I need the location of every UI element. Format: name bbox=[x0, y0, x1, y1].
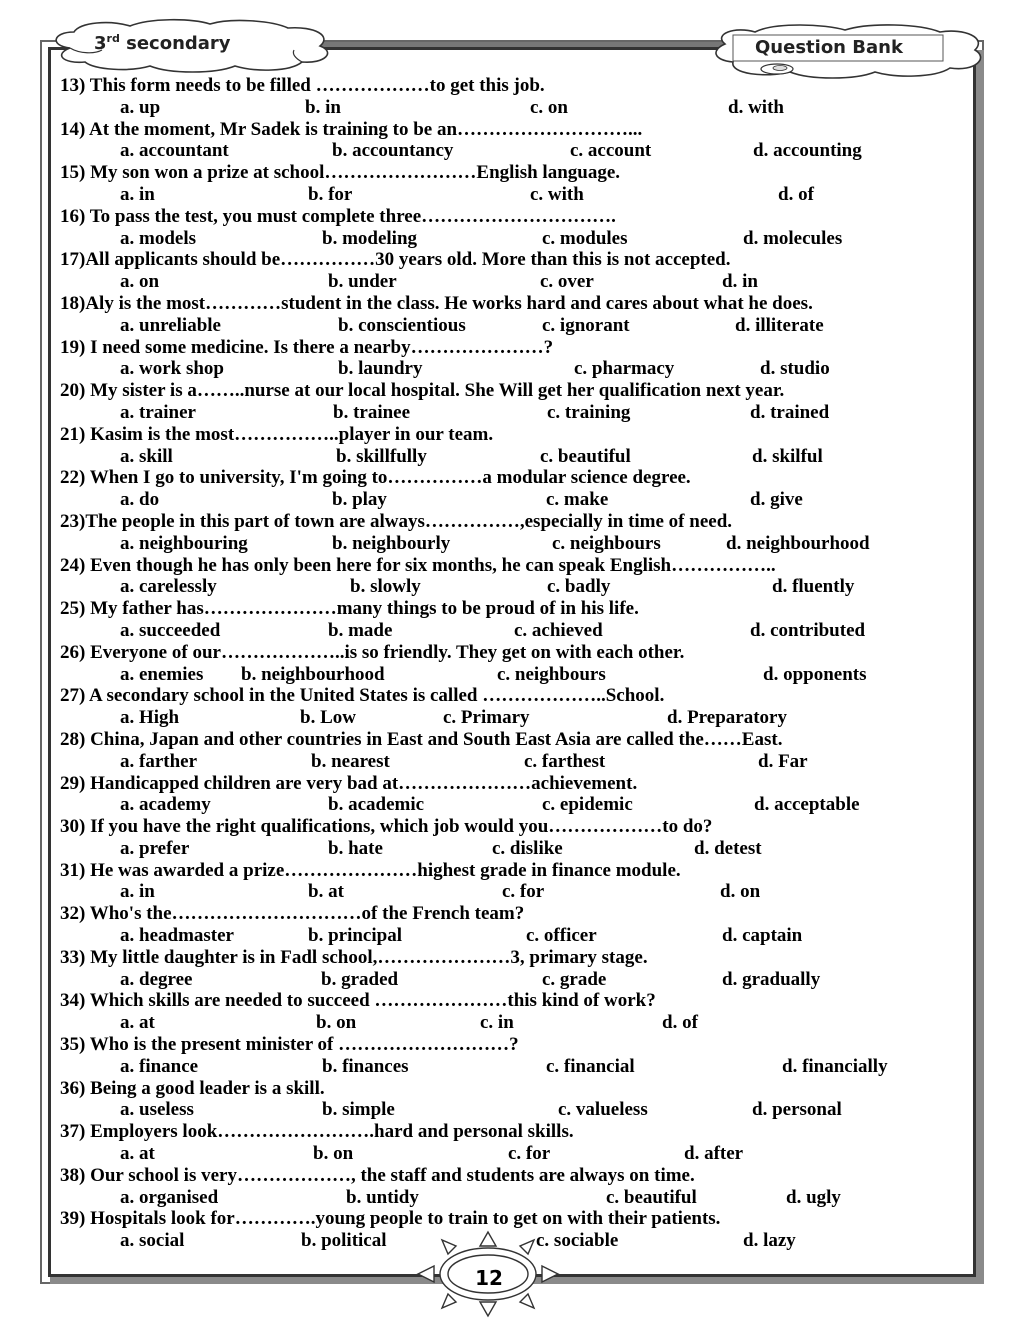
question-stem: 36) Being a good leader is a skill. bbox=[60, 1077, 325, 1099]
question-stem: 30) If you have the right qualifications, which job would you………………to do? bbox=[60, 816, 713, 838]
question-stem: 35) Who is the present minister of ………………………? bbox=[60, 1034, 519, 1056]
answer-options bbox=[60, 228, 970, 250]
answer-option-d[interactable]: d. contributed bbox=[750, 619, 866, 641]
answer-options bbox=[60, 1187, 970, 1209]
answer-options bbox=[60, 1143, 970, 1165]
answer-option-b[interactable]: b. nearest bbox=[311, 750, 390, 772]
answer-option-b[interactable]: b. under bbox=[328, 271, 397, 293]
answer-option-b[interactable]: b. finances bbox=[322, 1055, 409, 1077]
answer-option-d[interactable]: d. of bbox=[662, 1012, 698, 1034]
answer-options bbox=[60, 881, 970, 903]
question-stem: 26) Everyone of our………………..is so friendly. They get on with each other. bbox=[60, 641, 685, 663]
answer-option-d[interactable]: d. accounting bbox=[753, 140, 862, 162]
question-stem: 39) Hospitals look for………….young people to train to get on with their patients. bbox=[60, 1208, 721, 1230]
answer-options bbox=[60, 707, 970, 729]
answer-option-d[interactable]: d. after bbox=[684, 1143, 744, 1165]
answer-options bbox=[60, 576, 970, 598]
answer-option-b[interactable]: b. academic bbox=[328, 794, 425, 816]
answer-option-a[interactable]: a. farther bbox=[120, 750, 198, 772]
answer-option-a[interactable]: a. organised bbox=[120, 1186, 219, 1208]
answer-option-c[interactable]: c. farthest bbox=[524, 750, 606, 772]
answer-option-c[interactable]: c. valueless bbox=[558, 1099, 648, 1121]
question-stem: 33) My little daughter is in Fadl school,…………………3, primary stage. bbox=[60, 946, 648, 968]
answer-option-b[interactable]: b. accountancy bbox=[332, 140, 454, 162]
answer-option-d[interactable]: d. give bbox=[750, 489, 803, 511]
answer-option-b[interactable]: b. on bbox=[313, 1143, 354, 1165]
answer-option-a[interactable]: a. work shop bbox=[120, 358, 224, 380]
answer-options bbox=[60, 664, 970, 686]
answer-option-a[interactable]: a. at bbox=[120, 1012, 155, 1034]
question-stem: 32) Who's the…………………………of the French team? bbox=[60, 903, 525, 925]
grade-label: 3rd secondary bbox=[94, 32, 231, 54]
answer-option-c[interactable]: c. over bbox=[540, 271, 594, 293]
answer-options bbox=[60, 969, 970, 991]
answer-options bbox=[60, 794, 970, 816]
answer-options bbox=[60, 1099, 970, 1121]
answer-option-d[interactable]: d. captain bbox=[722, 925, 803, 947]
answer-option-c[interactable]: c. beautiful bbox=[606, 1186, 697, 1208]
answer-option-c[interactable]: c. epidemic bbox=[542, 794, 633, 816]
answer-option-a[interactable]: a. finance bbox=[120, 1055, 199, 1077]
answer-option-a[interactable]: a. up bbox=[120, 96, 161, 118]
answer-option-c[interactable]: c. make bbox=[546, 489, 609, 511]
answer-options bbox=[60, 620, 970, 642]
answer-option-a[interactable]: a. models bbox=[120, 227, 196, 249]
answer-option-a[interactable]: a. enemies bbox=[120, 663, 204, 685]
answer-option-d[interactable]: d. illiterate bbox=[735, 314, 824, 336]
answer-option-d[interactable]: d. studio bbox=[760, 358, 830, 380]
page-number: 12 bbox=[475, 1266, 503, 1290]
question-list bbox=[60, 75, 970, 1252]
answer-options bbox=[60, 358, 970, 380]
question-stem: 19) I need some medicine. Is there a nearby…………………? bbox=[60, 336, 554, 358]
answer-option-c[interactable]: c. ignorant bbox=[542, 314, 630, 336]
answer-option-a[interactable]: a. do bbox=[120, 489, 160, 511]
question-stem: 22) When I go to university, I'm going to……………a modular science degree. bbox=[60, 467, 691, 489]
answer-options bbox=[60, 315, 970, 337]
answer-option-b[interactable]: b. Low bbox=[300, 707, 356, 729]
question-stem: 25) My father has…………………many things to be proud of in his life. bbox=[60, 598, 639, 620]
answer-option-c[interactable]: c. achieved bbox=[514, 619, 603, 641]
answer-option-c[interactable]: c. officer bbox=[526, 925, 597, 947]
question-stem: 37) Employers look…………………….hard and personal skills. bbox=[60, 1121, 574, 1143]
answer-option-a[interactable]: a. in bbox=[120, 881, 155, 903]
answer-option-c[interactable]: c. grade bbox=[542, 968, 607, 990]
answer-option-b[interactable]: b. graded bbox=[321, 968, 399, 990]
answer-option-b[interactable]: b. skillfully bbox=[336, 445, 427, 467]
answer-option-a[interactable]: a. carelessly bbox=[120, 576, 217, 598]
question-stem: 13) This form needs to be filled ………………to get this job. bbox=[60, 75, 545, 96]
question-stem: 34) Which skills are needed to succeed …………………this kind of work? bbox=[60, 990, 656, 1012]
answer-option-b[interactable]: b. made bbox=[328, 619, 393, 641]
answer-option-c[interactable]: c. for bbox=[502, 881, 545, 903]
header-bar bbox=[300, 42, 730, 47]
answer-option-b[interactable]: b. principal bbox=[308, 925, 402, 947]
answer-option-b[interactable]: b. laundry bbox=[338, 358, 423, 380]
answer-options bbox=[60, 97, 970, 119]
answer-options bbox=[60, 446, 970, 468]
answer-option-a[interactable]: a. High bbox=[120, 707, 180, 729]
answer-option-b[interactable]: b. at bbox=[308, 881, 344, 903]
answer-option-d[interactable]: d. neighbourhood bbox=[726, 532, 870, 554]
answer-option-c[interactable]: c. beautiful bbox=[540, 445, 631, 467]
answer-option-a[interactable]: a. useless bbox=[120, 1099, 194, 1121]
question-stem: 23)The people in this part of town are always……………,especially in time of need. bbox=[60, 510, 733, 532]
answer-option-d[interactable]: d. financially bbox=[782, 1055, 888, 1077]
answer-option-d[interactable]: d. gradually bbox=[722, 968, 821, 990]
question-stem: 16) To pass the test, you must complete three…………………………. bbox=[60, 205, 616, 227]
answer-option-c[interactable]: c. neighbours bbox=[497, 663, 606, 685]
answer-option-d[interactable]: d. acceptable bbox=[754, 794, 860, 816]
answer-option-d[interactable]: d. Preparatory bbox=[667, 707, 787, 729]
question-stem: 18)Aly is the most…………student in the class. He works hard and cares about what he does. bbox=[60, 292, 813, 314]
answer-option-c[interactable]: c. on bbox=[530, 96, 568, 118]
answer-option-c[interactable]: c. dislike bbox=[492, 837, 563, 859]
answer-option-d[interactable]: d. ugly bbox=[786, 1186, 841, 1208]
answer-option-d[interactable]: d. lazy bbox=[743, 1230, 796, 1252]
question-stem: 24) Even though he has only been here for six months, he can speak English…………….. bbox=[60, 554, 776, 576]
answer-options bbox=[60, 838, 970, 860]
answer-option-a[interactable]: a. headmaster bbox=[120, 925, 234, 947]
answer-option-a[interactable]: a. accountant bbox=[120, 140, 229, 162]
answer-option-d[interactable]: d. opponents bbox=[763, 663, 867, 685]
question-stem: 15) My son won a prize at school……………………English language. bbox=[60, 162, 621, 184]
answer-option-c[interactable]: c. sociable bbox=[536, 1230, 619, 1252]
answer-option-c[interactable]: c. Primary bbox=[443, 707, 530, 729]
answer-option-a[interactable]: a. academy bbox=[120, 794, 211, 816]
question-stem: 20) My sister is a……..nurse at our local hospital. She Will get her qualification next year. bbox=[60, 380, 785, 402]
question-stem: 21) Kasim is the most……………..player in our team. bbox=[60, 423, 494, 445]
answer-option-a[interactable]: a. at bbox=[120, 1143, 155, 1165]
answer-option-b[interactable]: b. in bbox=[305, 96, 341, 118]
answer-option-d[interactable]: d. trained bbox=[750, 401, 830, 423]
answer-option-d[interactable]: d. Far bbox=[758, 750, 808, 772]
answer-option-c[interactable]: c. pharmacy bbox=[574, 358, 675, 380]
answer-option-b[interactable]: b. for bbox=[308, 183, 353, 205]
answer-options bbox=[60, 140, 970, 162]
answer-option-c[interactable]: c. neighbours bbox=[552, 532, 661, 554]
answer-option-d[interactable]: d. fluently bbox=[772, 576, 855, 598]
answer-option-d[interactable]: d. on bbox=[720, 881, 761, 903]
answer-options bbox=[60, 1012, 970, 1034]
answer-option-a[interactable]: a. skill bbox=[120, 445, 173, 467]
answer-options bbox=[60, 184, 970, 206]
answer-option-b[interactable]: b. neighbourly bbox=[332, 532, 451, 554]
answer-option-c[interactable]: c. in bbox=[480, 1012, 514, 1034]
question-stem: 27) A secondary school in the United States is called ………………..School. bbox=[60, 685, 665, 707]
answer-option-b[interactable]: b. modeling bbox=[322, 227, 418, 249]
answer-option-b[interactable]: b. trainee bbox=[333, 401, 411, 423]
answer-options bbox=[60, 402, 970, 424]
frame-shadow-right bbox=[976, 50, 984, 1280]
answer-option-b[interactable]: b. simple bbox=[322, 1099, 395, 1121]
answer-option-d[interactable]: d. personal bbox=[752, 1099, 842, 1121]
question-stem: 28) China, Japan and other countries in East and South East Asia are called the……East. bbox=[60, 728, 783, 750]
answer-option-b[interactable]: b. on bbox=[316, 1012, 357, 1034]
answer-option-b[interactable]: b. conscientious bbox=[338, 314, 466, 336]
answer-options bbox=[60, 271, 970, 293]
answer-option-b[interactable]: b. neighbourhood bbox=[241, 663, 385, 685]
answer-option-d[interactable]: d. in bbox=[722, 271, 758, 293]
answer-option-a[interactable]: a. on bbox=[120, 271, 160, 293]
answer-options bbox=[60, 751, 970, 773]
answer-option-c[interactable]: c. for bbox=[508, 1143, 551, 1165]
answer-option-d[interactable]: d. detest bbox=[694, 837, 762, 859]
answer-option-d[interactable]: d. skilful bbox=[752, 445, 823, 467]
answer-option-c[interactable]: c. financial bbox=[546, 1055, 635, 1077]
answer-option-a[interactable]: a. prefer bbox=[120, 837, 190, 859]
answer-option-b[interactable]: b. political bbox=[301, 1230, 387, 1252]
question-stem: 38) Our school is very………………, the staff and students are always on time. bbox=[60, 1164, 695, 1186]
answer-option-d[interactable]: d. molecules bbox=[743, 227, 843, 249]
answer-option-a[interactable]: a. in bbox=[120, 183, 155, 205]
answer-option-a[interactable]: a. trainer bbox=[120, 401, 196, 423]
question-stem: 17)All applicants should be……………30 years old. More than this is not accepted. bbox=[60, 249, 731, 271]
answer-option-c[interactable]: c. account bbox=[570, 140, 652, 162]
question-stem: 14) At the moment, Mr Sadek is training to be an………………………... bbox=[60, 118, 643, 140]
answer-option-d[interactable]: d. of bbox=[778, 183, 814, 205]
answer-option-c[interactable]: c. with bbox=[530, 183, 584, 205]
answer-option-c[interactable]: c. training bbox=[547, 401, 631, 423]
answer-option-a[interactable]: a. unreliable bbox=[120, 314, 221, 336]
answer-option-d[interactable]: d. with bbox=[728, 96, 784, 118]
question-stem: 31) He was awarded a prize…………………highest grade in finance module. bbox=[60, 859, 681, 881]
question-stem: 29) Handicapped children are very bad at…………………achievement. bbox=[60, 772, 638, 794]
answer-options bbox=[60, 925, 970, 947]
answer-option-c[interactable]: c. badly bbox=[547, 576, 611, 598]
answer-option-b[interactable]: b. slowly bbox=[350, 576, 421, 598]
answer-option-b[interactable]: b. play bbox=[332, 489, 387, 511]
answer-option-a[interactable]: a. degree bbox=[120, 968, 193, 990]
answer-options bbox=[60, 533, 970, 555]
answer-options bbox=[60, 1056, 970, 1078]
answer-options bbox=[60, 489, 970, 511]
answer-option-b[interactable]: b. untidy bbox=[346, 1186, 419, 1208]
answer-option-c[interactable]: c. modules bbox=[542, 227, 628, 249]
answer-option-b[interactable]: b. hate bbox=[328, 837, 383, 859]
answer-option-a[interactable]: a. neighbouring bbox=[120, 532, 248, 554]
question-bank-label: Question Bank bbox=[755, 37, 903, 58]
answer-option-a[interactable]: a. succeeded bbox=[120, 619, 221, 641]
answer-option-a[interactable]: a. social bbox=[120, 1230, 185, 1252]
